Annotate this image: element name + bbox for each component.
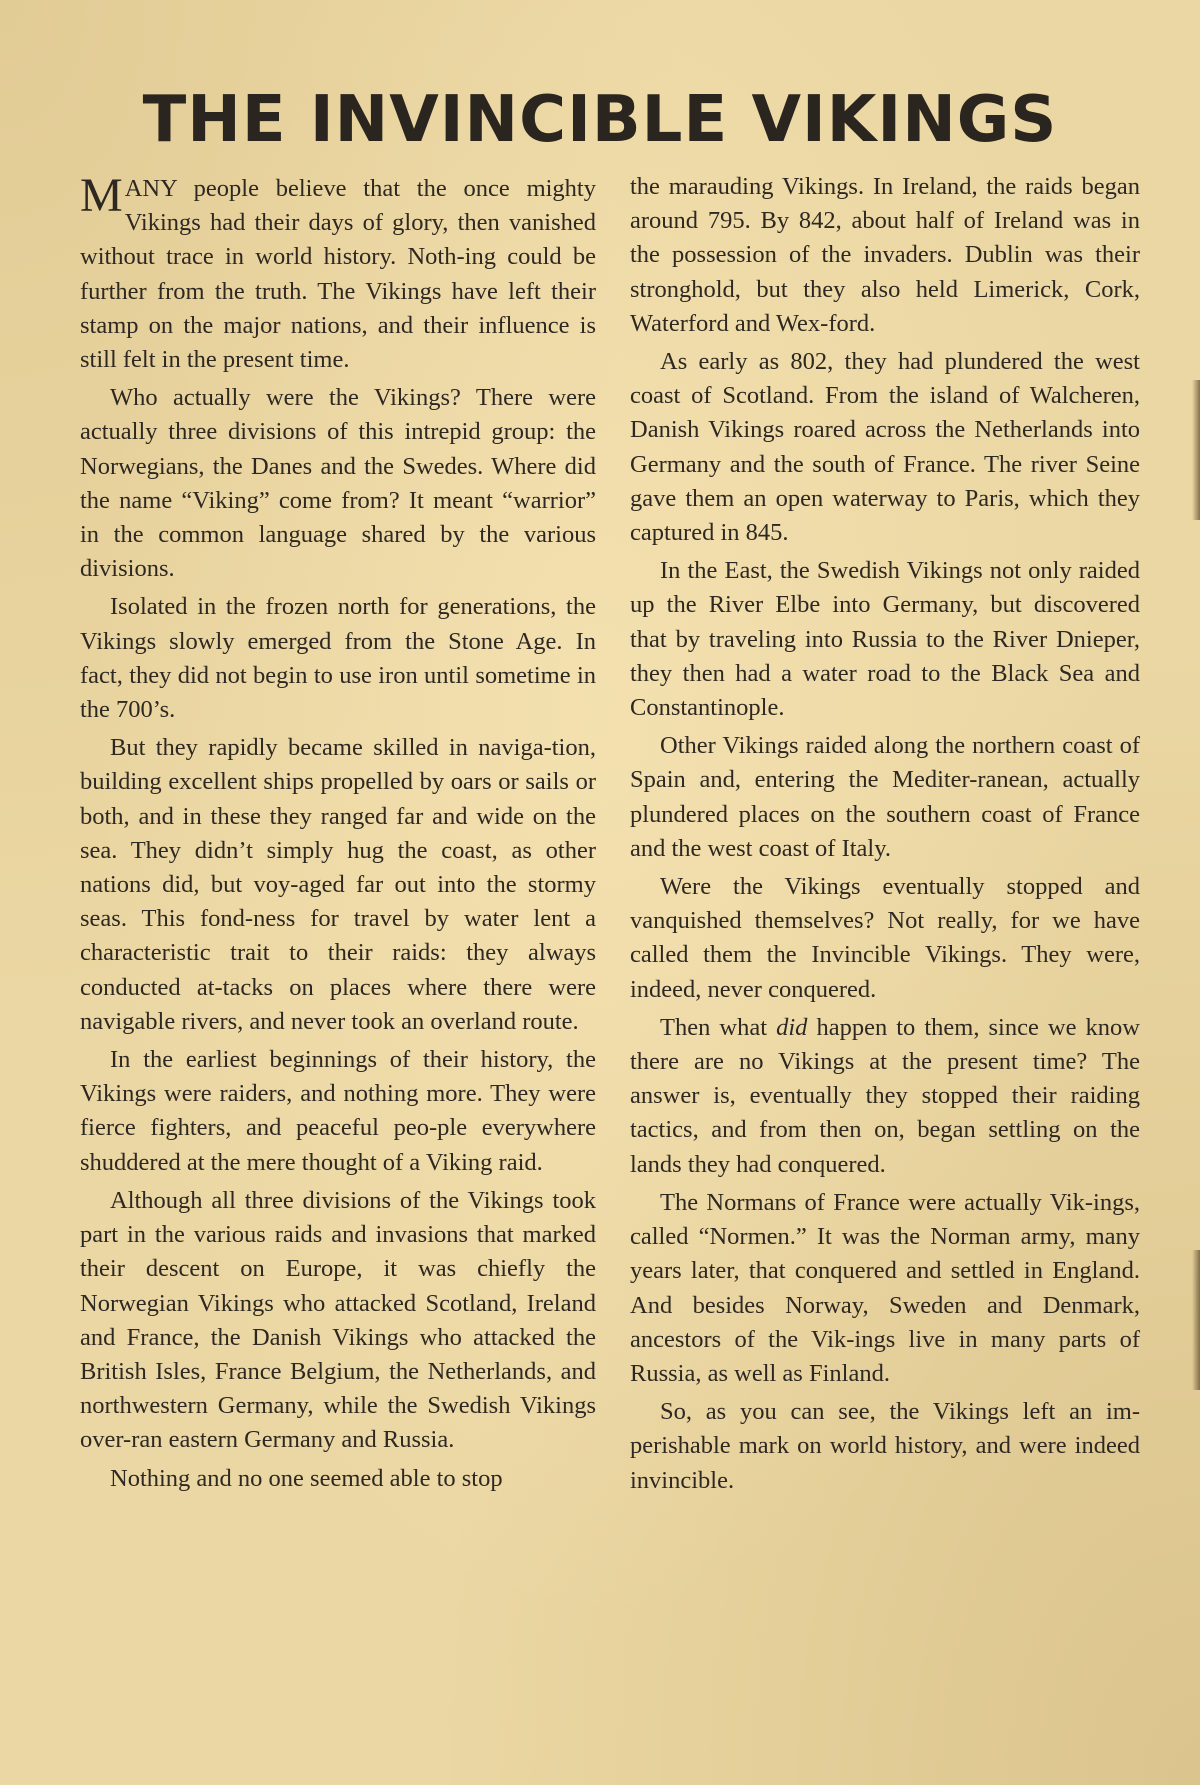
paragraph: Other Vikings raided along the northern coast of Spain and, entering the Mediter-ranean, actually plundered places on the southern coast of France and the west coast of Italy.	[630, 732, 1140, 862]
page-edge-shadow-lower	[1192, 1250, 1200, 1390]
page-edge-shadow	[1192, 380, 1200, 520]
paragraph: Although all three divisions of the Vikings took part in the various raids and invasions that marked their descent on Europe, it was chiefly the Norwegian Vikings who attacked Scotland, Ireland and France, the Danish Vikings who attacked the British Isles, France Belgium, the Netherlands, and northwestern Germany, while the Swedish Vikings over-ran eastern Germany and Russia.	[80, 1186, 596, 1454]
paragraph: Isolated in the frozen north for generations, the Vikings slowly emerged from the Stone Age. In fact, they did not begin to use iron until sometime in the 700’s.	[80, 593, 596, 724]
paragraph	[80, 169, 596, 377]
right-column	[630, 170, 1140, 1502]
paragraph: Nothing and no one seemed able to stop	[110, 1464, 503, 1492]
paragraph: So, as you can see, the Vikings left an im-perishable mark on world history, and were indeed invincible.	[630, 1398, 1140, 1494]
paragraph: Were the Vikings eventually stopped and vanquished themselves? Not really, for we have called them the Invincible Vikings. They were, indeed, never conquered.	[630, 873, 1140, 1003]
drop-cap: M	[80, 169, 123, 222]
paragraph	[630, 1011, 1140, 1182]
emphasis-text: did	[776, 1013, 808, 1041]
paragraph-text: Then what	[660, 1013, 777, 1041]
paragraph: the marauding Vikings. In Ireland, the raids began around 795. By 842, about half of Ireland was in the possession of the invaders. Dublin was their stronghold, but they also held Limerick, Cork, Waterford and Wex-ford.	[630, 173, 1140, 337]
paragraph: Who actually were the Vikings? There were actually three divisions of this intrepid group: the Norwegians, the Danes and the Swedes. Where did the name “Viking” come from? It meant “warrior” in the common language shared by the various divisions.	[80, 384, 596, 583]
paragraph: As early as 802, they had plundered the west coast of Scotland. From the island of Walcheren, Danish Vikings roared across the Netherlands into Germany and the south of France. The river Seine gave them an open waterway to Paris, which they captured in 845.	[630, 348, 1140, 547]
left-column	[80, 169, 596, 1500]
paragraph: In the earliest beginnings of their history, the Vikings were raiders, and nothing more. They were fierce fighters, and peaceful peo-ple everywhere shuddered at the mere thought of a Viking raid.	[80, 1046, 596, 1176]
article-title: THE INVINCIBLE VIKINGS	[142, 83, 1058, 157]
paragraph-text: ANY people believe that the once mighty Vikings had their days of glory, then vanished without trace in world history. Noth-ing could be further from the truth. The Vikings have left their stamp on the major nations, and their influence is still felt in the present time.	[80, 175, 596, 374]
paragraph: In the East, the Swedish Vikings not only raided up the River Elbe into Germany, but discovered that by traveling into Russia to the River Dnieper, they then had a water road to the Black Sea and Constantinople.	[630, 557, 1140, 722]
paragraph: The Normans of France were actually Vik-ings, called “Normen.” It was the Norman army, many years later, that conquered and settled in England. And besides Norway, Sweden and Denmark, ancestors of the Vik-ings live in many parts of Russia, as well as Finland.	[630, 1188, 1140, 1387]
paragraph-text: happen to them, since we know there are no Vikings at the present time? The answer is, eventually they stopped their raiding tactics, and from then on, began settling on the lands they had conquered.	[630, 1013, 1140, 1178]
paragraph: But they rapidly became skilled in naviga-tion, building excellent ships propelled by oars or sails or both, and in these they ranged far and wide on the sea. They didn’t simply hug the coast, as other nations did, but voy-aged far out into the stormy seas. This fond-ness for travel by water lent a characteristic trait to their raids: they always conducted at-tacks on places where there were navigable rivers, and never took an overland route.	[80, 734, 596, 1035]
